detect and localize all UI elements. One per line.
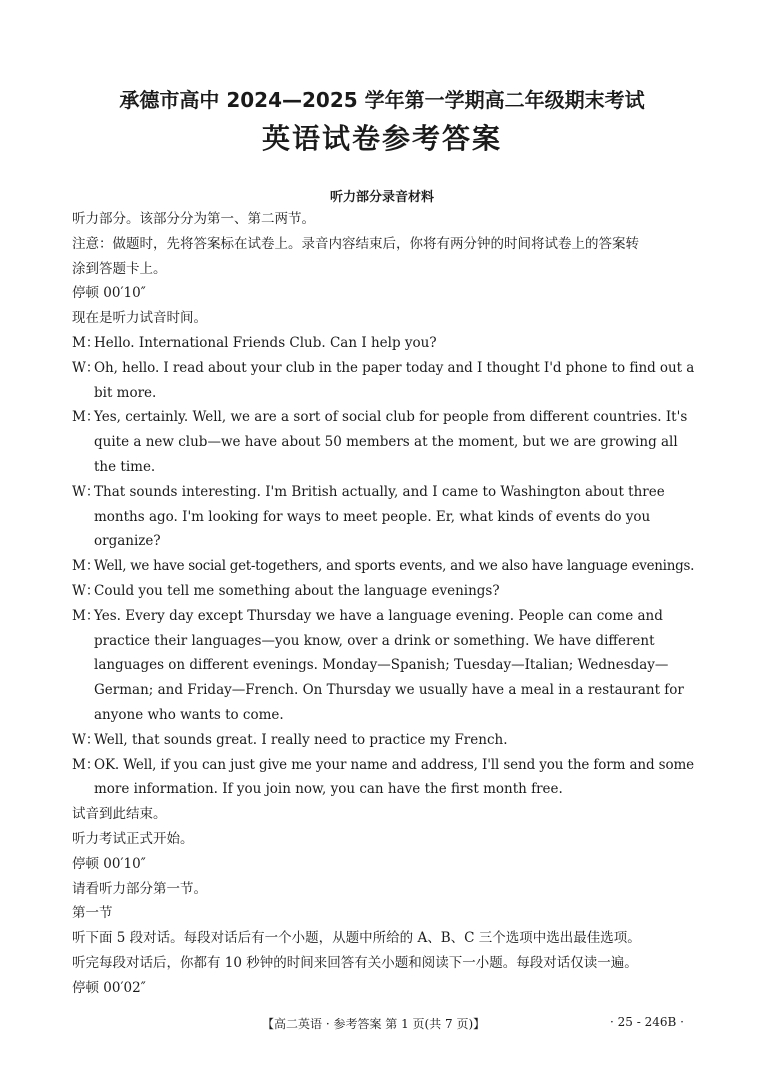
utterance-line: practice their languages—you know, over a drink or something. We have different: [94, 632, 655, 649]
utterance: [94, 356, 694, 406]
utterance-line: anyone who wants to come.: [94, 706, 284, 723]
intro-line: 听力部分。该部分分为第一、第二两节。: [72, 211, 315, 227]
speaker-label: M：: [72, 607, 100, 624]
utterance-line: Well, that sounds great. I really need to practice my French.: [94, 731, 508, 748]
outro-line: 听下面 5 段对话。每段对话后有一个小题，从题中所给的 A、B、C 三个选项中选出最佳选项。: [72, 930, 641, 947]
utterance: [94, 753, 694, 803]
dialogue-turn: [72, 554, 694, 579]
footer-code: · 25 - 246B ·: [610, 1015, 684, 1029]
speaker-label: W：: [72, 582, 100, 599]
utterance-line: Hello. International Friends Club. Can I help you?: [94, 334, 437, 351]
utterance-line: more information. If you join now, you can have the first month free.: [94, 781, 563, 798]
outro-line: 第一节: [72, 905, 113, 922]
outro-line: 听完每段对话后，你都有 10 秒钟的时间来回答有关小题和阅读下一小题。每段对话仅读一遍。: [72, 954, 638, 971]
utterance: [94, 728, 694, 753]
utterance-line: Well, we have social get-togethers, and sports events, and we also have language evenings.: [94, 558, 695, 575]
intro-line: 现在是听力试音时间。: [72, 310, 207, 327]
outro-block: [72, 802, 694, 1000]
dialogue-turn: [72, 480, 694, 554]
dialogue-turn: [72, 728, 694, 753]
outro-line: 停顿 00′10″: [72, 855, 146, 872]
page-footer: [0, 1015, 764, 1035]
utterance-line: That sounds interesting. I'm British actually, and I came to Washington about three: [94, 483, 665, 500]
dialogue-turn: [72, 356, 694, 406]
footer-page-info: 【高二英语 · 参考答案 第 1 页(共 7 页)】: [262, 1017, 486, 1031]
utterance-line: bit more.: [94, 384, 157, 401]
intro-line: 注意：做题时，先将答案标在试卷上。录音内容结束后，你将有两分钟的时间将试卷上的答案转: [72, 235, 639, 252]
outro-line: 停顿 00′02″: [72, 979, 146, 996]
speaker-label: M：: [72, 756, 100, 773]
utterance-line: the time.: [94, 458, 156, 475]
intro-block: [72, 207, 694, 331]
utterance-line: Yes. Every day except Thursday we have a language evening. People can come and: [94, 607, 663, 624]
answer-key-title: 英语试卷参考答案: [261, 122, 502, 155]
utterance-line: Could you tell me something about the language evenings?: [94, 582, 500, 599]
utterance-line: OK. Well, if you can just give me your name and address, I'll send you the form and some: [94, 756, 695, 773]
utterance-line: Oh, hello. I read about your club in the paper today and I thought I'd phone to find out a: [94, 359, 695, 376]
dialogue-turn: [72, 331, 694, 356]
utterance-line: organize?: [94, 533, 161, 550]
outro-line: 请看听力部分第一节。: [72, 880, 207, 897]
transcript-body: [72, 207, 694, 1001]
utterance: [94, 331, 694, 356]
dialogue-turn: [72, 405, 694, 479]
intro-line: 涂到答题卡上。: [72, 260, 167, 277]
utterance: [94, 579, 694, 604]
intro-line: 停顿 00′10″: [72, 285, 146, 302]
utterance: [94, 480, 694, 554]
dialogue-block: [72, 331, 694, 802]
speaker-label: W：: [72, 483, 100, 500]
dialogue-turn: [72, 579, 694, 604]
exam-title: 承德市高中 2024—2025 学年第一学期高二年级期末考试: [119, 88, 645, 112]
utterance: [94, 604, 694, 728]
outro-line: 听力考试正式开始。: [72, 830, 194, 847]
utterance-line: German; and Friday—French. On Thursday we usually have a meal in a restaurant for: [94, 682, 684, 699]
utterance-line: quite a new club—we have about 50 members at the moment, but we are growing all: [94, 434, 678, 451]
utterance: [94, 554, 694, 579]
utterance-line: Yes, certainly. Well, we are a sort of social club for people from different countries. It's: [94, 409, 688, 426]
outro-line: 试音到此结束。: [72, 806, 167, 823]
speaker-label: W：: [72, 731, 100, 748]
speaker-label: M：: [72, 334, 100, 351]
speaker-label: W：: [72, 359, 100, 376]
utterance: [94, 405, 694, 479]
utterance-line: months ago. I'm looking for ways to meet people. Er, what kinds of events do you: [94, 508, 651, 525]
dialogue-turn: [72, 604, 694, 728]
section-heading: 听力部分录音材料: [329, 190, 434, 205]
dialogue-turn: [72, 753, 694, 803]
utterance-line: languages on different evenings. Monday—Spanish; Tuesday—Italian; Wednesday—: [94, 657, 669, 674]
speaker-label: M：: [72, 558, 100, 575]
speaker-label: M：: [72, 409, 100, 426]
